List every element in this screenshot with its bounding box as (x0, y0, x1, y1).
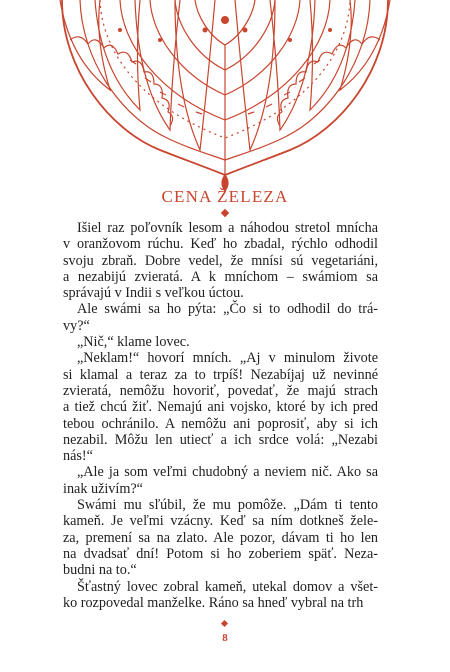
paragraph (63, 464, 378, 497)
text-line: Ale swámi sa ho pýta: „Čo si to odhodil do trá- (77, 301, 378, 318)
text-line: v oranžovom rúchu. Keď ho zbadal, rýchlo odhodil (63, 236, 378, 253)
text-line: správajú v Indii s veľkou úctou. (63, 285, 244, 302)
mandala-ornament (0, 0, 450, 200)
text-line: „Ale ja som veľmi chudobný a neviem nič. Ako sa (77, 464, 378, 481)
text-line: zvieratá, nemôžu hovoriť, povedať, že majú strach (63, 382, 378, 399)
text-line: kameň. Je veľmi vzácny. Keď sa ním dotkneš žele- (63, 513, 378, 530)
text-line: Išiel raz poľovník lesom a náhodou stretol mnícha (77, 220, 378, 236)
text-line: na dvadsať dní! Potom si ho zoberiem späť. Neza- (63, 545, 378, 562)
text-line: svoju zbraň. Dobre vedel, že mnísi sú vegetariáni, (63, 252, 378, 269)
text-line: inak uživím?“ (63, 480, 143, 497)
text-line: budni na to.“ (63, 562, 137, 579)
text-line: ko rozpovedal manželke. Ráno sa hneď vybral na trh (63, 594, 364, 611)
text-line: tebou ochránilo. A nemôžu ani poprosiť, aby si ich (63, 415, 378, 432)
story-text (63, 220, 378, 611)
paragraph (63, 220, 378, 301)
text-line: a nezabijú zvieratá. A k mníchom – swámiom sa (63, 268, 378, 285)
page-number: 8 (222, 632, 228, 644)
title-diamond-icon (221, 209, 229, 217)
paragraph (63, 350, 378, 464)
text-line: vy?“ (63, 317, 90, 334)
paragraph (63, 579, 378, 612)
text-line: nás!“ (63, 448, 93, 465)
text-line: nezabil. Môžu len utiecť a ich srdce volá: „Nezabi (63, 431, 378, 448)
paragraph (63, 497, 378, 578)
text-line: Swámi mu sľúbil, že mu pomôže. „Dám ti tento (77, 497, 378, 514)
page-diamond-icon (221, 620, 228, 627)
paragraph (63, 301, 378, 334)
paragraph (63, 334, 378, 350)
chapter-title: CENA ŽELEZA (161, 187, 289, 206)
text-line: za, premení sa na zlato. Ale pozor, dávam ti ho len (63, 529, 378, 546)
text-line: Šťastný lovec zobral kameň, utekal domov a všet- (77, 578, 378, 595)
text-line: si klamal a teraz za to trpíš! Nezabíjaj už nevinné (63, 366, 378, 383)
text-line: „Nič,“ klame lovec. (77, 334, 190, 351)
text-line: a tiež chcú žiť. Nemajú ani vojsko, ktoré by ich pred (63, 399, 378, 416)
text-line: „Neklam!“ hovorí mních. „Aj v minulom živote (77, 350, 378, 367)
